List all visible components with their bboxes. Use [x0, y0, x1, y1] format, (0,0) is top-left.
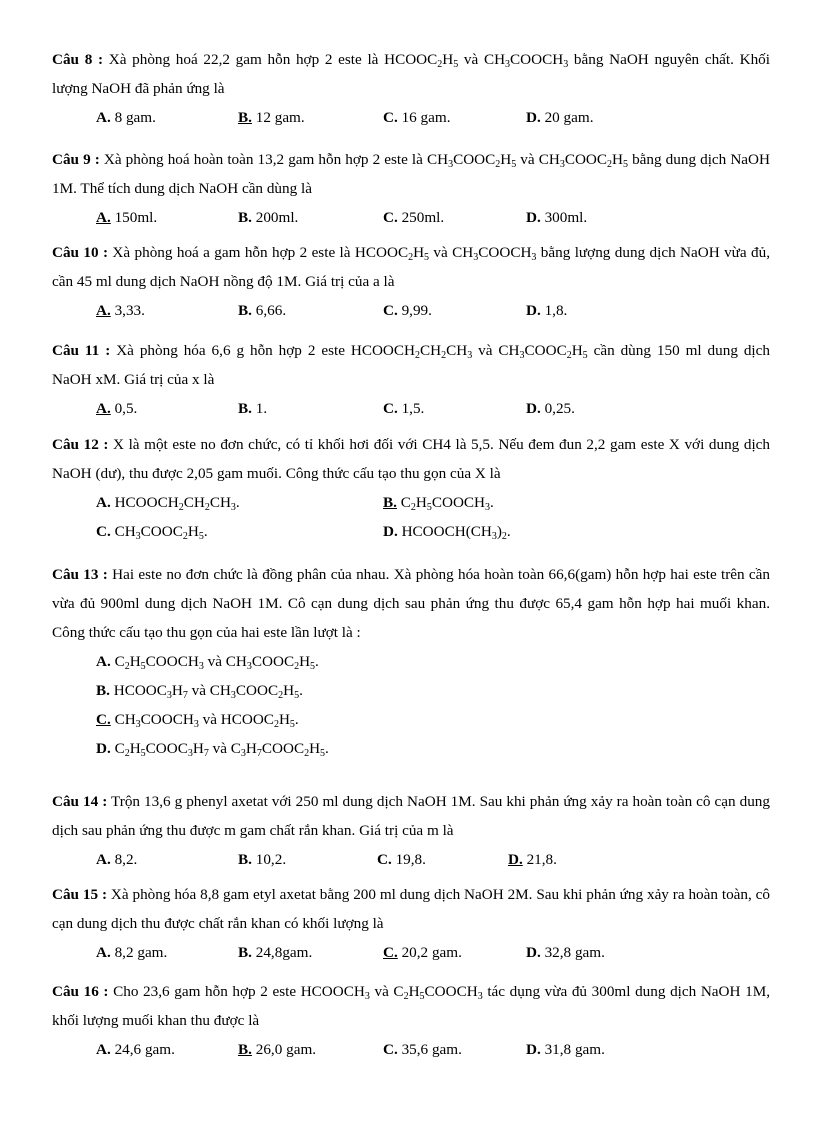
option-label: D.	[383, 523, 398, 540]
option-c	[96, 517, 208, 546]
option-text: 9,99.	[401, 302, 432, 319]
question-stem	[52, 880, 770, 938]
option-text: 20 gam.	[544, 109, 594, 126]
question-number: Câu 16 :	[52, 983, 109, 1000]
option-text: 16 gam.	[401, 109, 451, 126]
question-text: Xà phòng hoá a gam hỗn hợp 2 este là $HCOOC_2H_5$ và $CH_3COOCH_3$ bằng lượng dung dịch NaOH vừa đủ, cần 45 ml dung dịch NaOH nồng độ 1M. Giá trị của a là	[52, 244, 771, 290]
option-label: C.	[383, 1041, 398, 1058]
option-text: 35,6 gam.	[401, 1041, 462, 1058]
option-text: 10,2.	[255, 851, 287, 868]
question-text: Hai este no đơn chức là đồng phân của nhau. Xà phòng hóa hoàn toàn 66,6(gam) hỗn hợp hai este trên cần vừa đủ 900ml dung dịch NaOH 1M. Cô cạn dung dịch sau phản ứng thu được 65,4 gam hỗn hợp hai muối khan. Công thức cấu tạo thu gọn của hai este lần lượt là :	[52, 566, 770, 641]
option-label: A.	[96, 944, 111, 961]
option-b	[238, 394, 267, 423]
option-d	[526, 394, 575, 423]
question-text: Xà phòng hoá 22,2 gam hỗn hợp 2 este là $HCOOC_2H_5$ và $CH_3COOCH_3$ bằng NaOH nguyên chất. Khối lượng NaOH đã phản ứng là	[52, 51, 770, 97]
question-stem	[52, 238, 770, 296]
option-d	[52, 734, 770, 763]
option-label: B.	[238, 109, 252, 126]
question-stem	[52, 977, 770, 1035]
options-row	[52, 488, 770, 517]
options-row	[52, 296, 770, 325]
option-b	[238, 1035, 316, 1064]
option-text: 32,8 gam.	[544, 944, 605, 961]
option-c	[383, 394, 424, 423]
option-label: C.	[96, 711, 111, 728]
option-b	[238, 296, 286, 325]
option-a	[96, 394, 137, 423]
option-text: 1,5.	[401, 400, 425, 417]
option-label: D.	[526, 109, 541, 126]
option-label: A.	[96, 400, 111, 417]
option-text: 21,8.	[526, 851, 557, 868]
option-text: 12 gam.	[255, 109, 305, 126]
option-label: B.	[238, 851, 252, 868]
option-label: A.	[96, 851, 111, 868]
options-row	[52, 203, 770, 232]
option-text: 24,6 gam.	[114, 1041, 175, 1058]
option-label: D.	[526, 302, 541, 319]
option-text: $HCOOCH(CH_3)_2$.	[401, 523, 511, 542]
option-text: $C_2H_5COOCH_3$.	[400, 494, 494, 513]
options-row	[52, 845, 770, 874]
question-number: Câu 14 :	[52, 793, 108, 810]
options-row	[52, 394, 770, 423]
question-8	[52, 45, 770, 132]
question-10	[52, 238, 770, 325]
option-label: D.	[96, 740, 111, 757]
option-c	[383, 203, 444, 232]
option-a	[96, 1035, 175, 1064]
option-label: B.	[96, 682, 110, 699]
option-d	[526, 103, 594, 132]
option-b	[238, 103, 305, 132]
option-text: 300ml.	[544, 209, 588, 226]
option-d	[383, 517, 511, 546]
option-text: 1.	[255, 400, 268, 417]
option-label: B.	[383, 494, 397, 511]
option-label: B.	[238, 209, 252, 226]
options-row	[52, 938, 770, 967]
question-14	[52, 787, 770, 874]
option-text: $C_2H_5COOCH_3$ và $CH_3COOC_2H_5$.	[114, 653, 319, 672]
option-label: A.	[96, 302, 111, 319]
option-text: 8 gam.	[114, 109, 156, 126]
option-d	[526, 296, 567, 325]
option-text: $CH_3COOCH_3$ và $HCOOC_2H_5$.	[114, 711, 299, 730]
option-a	[96, 938, 167, 967]
option-label: D.	[526, 209, 541, 226]
option-text: 8,2.	[114, 851, 138, 868]
question-stem	[52, 787, 770, 845]
question-11	[52, 336, 770, 423]
option-text: 6,66.	[255, 302, 287, 319]
option-text: 26,0 gam.	[255, 1041, 317, 1058]
question-12	[52, 430, 770, 546]
question-number: Câu 12 :	[52, 436, 109, 453]
question-number: Câu 10 :	[52, 244, 109, 261]
options-row	[52, 103, 770, 132]
option-text: $C_2H_5COOC_3H_7$ và $C_3H_7COOC_2H_5$.	[114, 740, 329, 759]
option-label: C.	[383, 209, 398, 226]
option-label: A.	[96, 1041, 111, 1058]
question-13	[52, 560, 770, 763]
question-text: Cho 23,6 gam hỗn hợp 2 este $HCOOCH_3$ và $C_2H_5COOCH_3$ tác dụng vừa đủ 300ml dung dịch NaOH 1M, khối lượng muối khan thu được là	[52, 983, 771, 1029]
option-a	[96, 845, 137, 874]
option-label: C.	[96, 523, 111, 540]
option-label: D.	[526, 400, 541, 417]
option-label: A.	[96, 653, 111, 670]
option-text: $HCOOC_3H_7$ và $CH_3COOC_2H_5$.	[113, 682, 303, 701]
option-d	[526, 1035, 605, 1064]
option-label: C.	[383, 400, 398, 417]
option-label: D.	[526, 1041, 541, 1058]
option-b	[52, 676, 770, 705]
option-text: 31,8 gam.	[544, 1041, 605, 1058]
option-text: 250ml.	[401, 209, 445, 226]
option-text: 19,8.	[395, 851, 426, 868]
option-d	[526, 938, 605, 967]
question-number: Câu 13 :	[52, 566, 108, 583]
option-label: B.	[238, 1041, 252, 1058]
option-text: 200ml.	[255, 209, 299, 226]
question-text: Xà phòng hóa 8,8 gam etyl axetat bằng 200 ml dung dịch NaOH 2M. Sau khi phản ứng xảy ra hoàn toàn, cô cạn dung dịch thu được chất rắn khan có khối lượng là	[52, 886, 771, 932]
question-9	[52, 145, 770, 232]
option-text: 0,5.	[114, 400, 138, 417]
option-a	[96, 488, 240, 517]
option-a	[96, 296, 145, 325]
question-text: Xà phòng hoá hoàn toàn 13,2 gam hỗn hợp 2 este là $CH_3COOC_2H_5$ và $CH_3COOC_2H_5$ bằng dung dịch NaOH 1M. Thể tích dung dịch NaOH cần dùng là	[52, 151, 770, 197]
option-a	[52, 647, 770, 676]
option-a	[96, 103, 156, 132]
option-text: 150ml.	[114, 209, 158, 226]
option-text: 0,25.	[544, 400, 575, 417]
question-stem	[52, 336, 770, 394]
question-stem	[52, 430, 770, 488]
question-number: Câu 8 :	[52, 51, 104, 68]
option-d	[526, 203, 587, 232]
question-stem	[52, 45, 770, 103]
option-text: 8,2 gam.	[114, 944, 168, 961]
option-text: $HCOOCH_2CH_2CH_3$.	[114, 494, 240, 513]
option-label: A.	[96, 109, 111, 126]
option-text: 24,8gam.	[255, 944, 313, 961]
question-text: Trộn 13,6 g phenyl axetat với 250 ml dung dịch NaOH 1M. Sau khi phản ứng xảy ra hoàn toàn cô cạn dung dịch sau phản ứng thu được m gam chất rắn khan. Giá trị của m là	[52, 793, 770, 839]
option-label: C.	[383, 109, 398, 126]
question-number: Câu 11 :	[52, 342, 111, 359]
option-label: B.	[238, 302, 252, 319]
question-15	[52, 880, 770, 967]
option-text: 3,33.	[114, 302, 145, 319]
option-label: B.	[238, 944, 252, 961]
option-label: D.	[508, 851, 523, 868]
option-d	[508, 845, 557, 874]
question-text: X là một este no đơn chức, có tỉ khối hơi đối với CH4 là 5,5. Nếu đem đun 2,2 gam este X với dung dịch NaOH (dư), thu được 2,05 gam muối. Công thức cấu tạo thu gọn của X là	[52, 436, 771, 482]
option-a	[96, 203, 157, 232]
question-stem	[52, 560, 770, 647]
option-c	[383, 103, 451, 132]
option-text: 1,8.	[544, 302, 568, 319]
option-c	[383, 1035, 462, 1064]
option-text: 20,2 gam.	[401, 944, 462, 961]
option-b	[238, 938, 312, 967]
option-c	[383, 938, 462, 967]
option-c	[377, 845, 426, 874]
option-text: $CH_3COOC_2H_5$.	[114, 523, 208, 542]
question-stem	[52, 145, 770, 203]
option-label: B.	[238, 400, 252, 417]
options-row	[52, 517, 770, 546]
option-label: A.	[96, 209, 111, 226]
option-b	[238, 845, 286, 874]
question-number: Câu 9 :	[52, 151, 100, 168]
option-label: C.	[383, 302, 398, 319]
option-c	[52, 705, 770, 734]
option-label: C.	[383, 944, 398, 961]
option-b	[383, 488, 494, 517]
option-label: A.	[96, 494, 111, 511]
option-b	[238, 203, 298, 232]
options-row	[52, 1035, 770, 1064]
option-label: C.	[377, 851, 392, 868]
question-text: Xà phòng hóa 6,6 g hỗn hợp 2 este $HCOOCH_2CH_2CH_3$ và $CH_3COOC_2H_5$ cần dùng 150 ml dung dịch NaOH xM. Giá trị của x là	[52, 342, 770, 388]
option-c	[383, 296, 432, 325]
option-label: D.	[526, 944, 541, 961]
question-number: Câu 15 :	[52, 886, 108, 903]
question-16	[52, 977, 770, 1064]
